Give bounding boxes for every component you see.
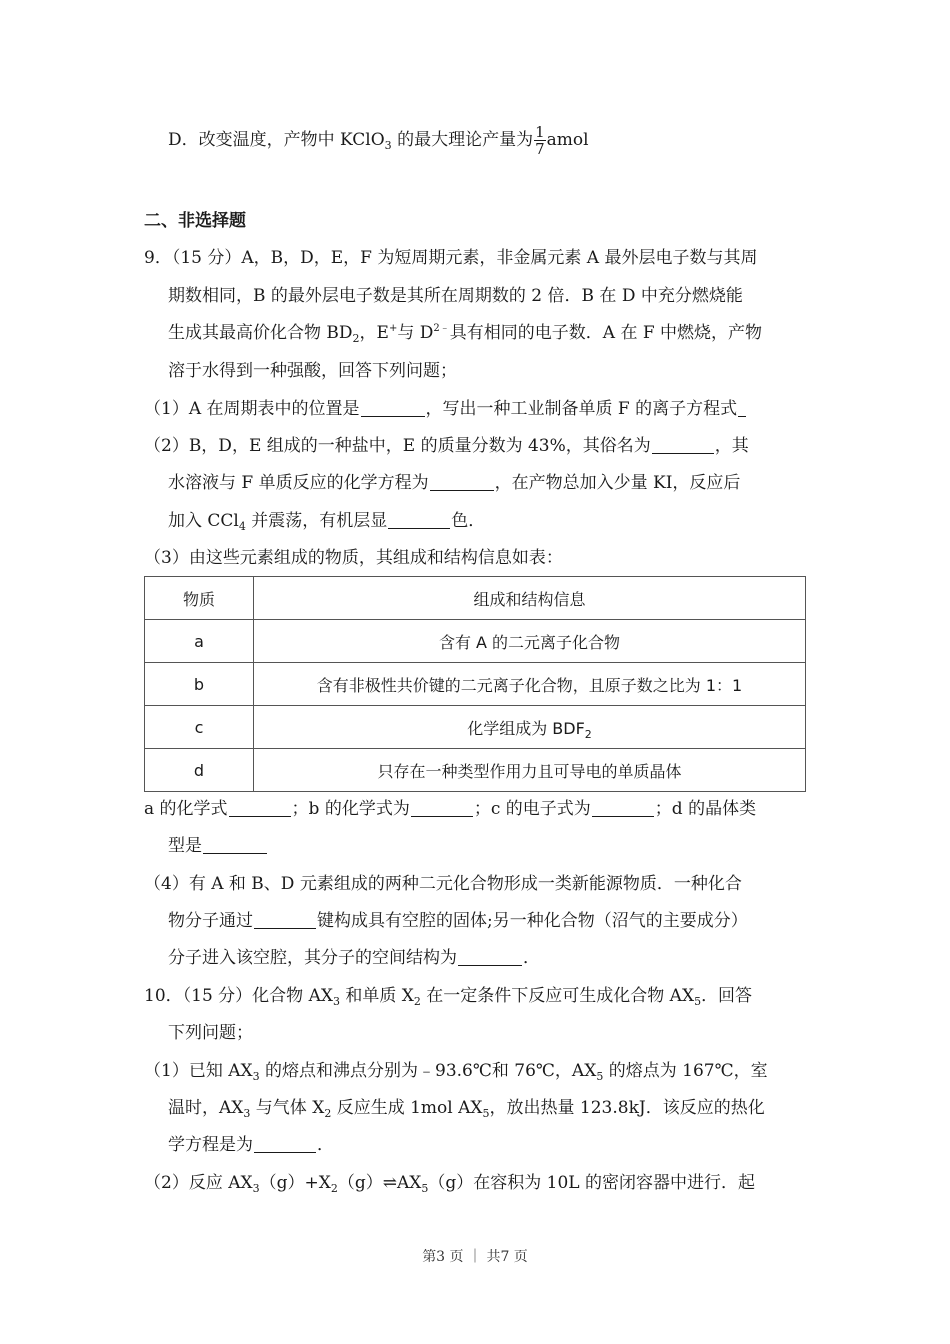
table-cell-info: 含有非极性共价键的二元离子化合物，且原子数之比为 1：1 — [254, 663, 806, 706]
q10-part-1-line-2 — [168, 1097, 765, 1119]
superscript: + — [388, 323, 398, 334]
subscript: 3 — [243, 1107, 251, 1120]
q9-part-2-line-3 — [168, 510, 485, 532]
q9-table-answers-line-2 — [168, 835, 268, 857]
text: ． — [317, 1135, 334, 1155]
subscript: 5 — [482, 1107, 490, 1120]
q9-part-2-line-1 — [144, 435, 749, 457]
text: 水溶液与 F 单质反应的化学方程为 — [168, 473, 429, 493]
text: （1）已知 AX — [144, 1061, 253, 1081]
table-cell-info — [254, 706, 806, 749]
subscript: 2 — [413, 995, 421, 1008]
option-d-prefix: D．改变温度，产物中 KClO — [168, 130, 385, 150]
text: （1）A 在周期表中的位置是 — [144, 399, 360, 419]
q10-part-1-line-1 — [144, 1060, 768, 1082]
text: （g）+X — [259, 1173, 331, 1193]
table-cell-name: a — [145, 620, 254, 663]
answer-blank[interactable] — [738, 400, 746, 417]
section-title: 二、非选择题 — [144, 211, 246, 231]
q9-part-3: （3）由这些元素组成的物质，其组成和结构信息如表： — [144, 548, 563, 568]
text: ；c 的电子式为 — [473, 799, 591, 819]
text: 物分子通过 — [168, 911, 253, 931]
text: 10．（15 分）化合物 AX — [144, 986, 333, 1006]
text: 的熔点为 167℃，室 — [603, 1061, 768, 1081]
text: ．回答 — [701, 986, 753, 1006]
text: 的熔点和沸点分别为﹣93.6℃和 76℃，AX — [259, 1061, 597, 1081]
text: ，写出一种工业制备单质 F 的离子方程式 — [425, 399, 738, 419]
subscript: 2 — [324, 1107, 332, 1120]
text: 加入 CCl — [168, 511, 239, 531]
q10-part-1-line-3 — [168, 1134, 334, 1156]
text: ，放出热量 123.8kJ．该反应的热化 — [489, 1098, 765, 1118]
page-footer: 第3 页 ｜ 共7 页 — [422, 1249, 528, 1265]
text: ；d 的晶体类 — [654, 799, 757, 819]
subscript: 5 — [421, 1182, 429, 1195]
q9-line-1: 9．（15 分）A，B，D，E，F 为短周期元素，非金属元素 A 最外层电子数与其周 — [144, 248, 758, 268]
table-row — [145, 749, 806, 792]
table-header-cell: 物质 — [145, 577, 254, 620]
subscript: 4 — [238, 520, 246, 533]
text: 色． — [451, 511, 486, 531]
option-d — [168, 124, 589, 157]
q9-table-answers-line-1 — [144, 798, 756, 820]
text: 键构成具有空腔的固体;另一种化合物（沼气的主要成分） — [317, 911, 748, 931]
table-row — [145, 620, 806, 663]
text: ． — [523, 948, 540, 968]
text: 分子进入该空腔，其分子的空间结构为 — [168, 948, 457, 968]
q9-line-3 — [168, 322, 762, 344]
answer-blank[interactable] — [430, 474, 494, 491]
table-row — [145, 706, 806, 749]
q9-part-4-line-1: （4）有 A 和 B、D 元素组成的两种二元化合物形成一类新能源物质．一种化合 — [144, 874, 742, 894]
text: （2）反应 AX — [144, 1173, 253, 1193]
answer-blank[interactable] — [388, 512, 450, 529]
text: 温时，AX — [168, 1098, 244, 1118]
text: 具有相同的电子数．A 在 F 中燃烧，产物 — [449, 323, 763, 343]
answer-blank[interactable] — [411, 800, 473, 817]
text: ，E — [359, 323, 389, 343]
answer-blank[interactable] — [652, 437, 714, 454]
q9-part-4-line-3 — [168, 947, 540, 969]
subscript: 2 — [352, 332, 360, 345]
table-cell-name: d — [145, 749, 254, 792]
text: 和单质 X — [339, 986, 414, 1006]
subscript: 2 — [584, 727, 592, 741]
answer-blank[interactable] — [254, 1136, 316, 1153]
option-d-suffix: amol — [546, 130, 589, 150]
table-cell-name: c — [145, 706, 254, 749]
table-cell-info: 含有 A 的二元离子化合物 — [254, 620, 806, 663]
fraction-denominator: 7 — [535, 140, 545, 158]
q10-line-1 — [144, 985, 752, 1007]
text: 学方程是为 — [168, 1135, 253, 1155]
text: 型是 — [168, 836, 202, 856]
answer-blank[interactable] — [229, 800, 291, 817]
subscript: 5 — [596, 1070, 604, 1083]
text: （g）在容积为 10L 的密闭容器中进行．起 — [428, 1173, 755, 1193]
text: 与气体 X — [250, 1098, 325, 1118]
table-header-row — [145, 577, 806, 620]
text: 化学组成为 BDF — [467, 718, 585, 738]
text: ；b 的化学式为 — [291, 799, 410, 819]
q9-part-2-line-2 — [168, 472, 740, 494]
q9-line-4: 溶于水得到一种强酸，回答下列问题； — [168, 361, 457, 381]
option-d-mid: 的最大理论产量为 — [391, 130, 534, 150]
answer-blank[interactable] — [592, 800, 654, 817]
info-table — [144, 576, 806, 792]
text: 在一定条件下反应可生成化合物 AX — [420, 986, 695, 1006]
subscript: 5 — [694, 995, 702, 1008]
subscript: 3 — [384, 139, 392, 152]
text: 反应生成 1mol AX — [331, 1098, 483, 1118]
table-header-cell: 组成和结构信息 — [254, 577, 806, 620]
fraction-numerator: 1 — [535, 123, 545, 141]
text: （g）⇌AX — [337, 1173, 422, 1193]
text: 与 D — [397, 323, 434, 343]
subscript: 3 — [252, 1182, 260, 1195]
text: 并震荡，有机层显 — [245, 511, 388, 531]
text: ，其 — [714, 436, 749, 456]
text: 生成其最高价化合物 BD — [168, 323, 353, 343]
fraction — [534, 124, 546, 157]
q9-line-2: 期数相同，B 的最外层电子数是其所在周期数的 2 倍．B 在 D 中充分燃烧能 — [168, 286, 743, 306]
q9-part-4-line-2 — [168, 910, 748, 932]
superscript: 2﹣ — [433, 323, 450, 334]
subscript: 2 — [330, 1182, 338, 1195]
text: ，在产物总加入少量 KI，反应后 — [494, 473, 741, 493]
subscript: 3 — [332, 995, 340, 1008]
q10-part-2-line-1 — [144, 1172, 755, 1194]
text: a 的化学式 — [144, 799, 228, 819]
answer-blank[interactable] — [254, 912, 316, 929]
table-row — [145, 663, 806, 706]
subscript: 3 — [252, 1070, 260, 1083]
answer-blank[interactable] — [361, 400, 425, 417]
answer-blank[interactable] — [458, 949, 522, 966]
q10-line-2: 下列问题； — [168, 1023, 253, 1043]
answer-blank[interactable] — [203, 837, 267, 854]
text: （2）B，D，E 组成的一种盐中，E 的质量分数为 43%，其俗名为 — [144, 436, 651, 456]
q9-part-1 — [144, 398, 747, 420]
table-cell-info: 只存在一种类型作用力且可导电的单质晶体 — [254, 749, 806, 792]
table-cell-name: b — [145, 663, 254, 706]
